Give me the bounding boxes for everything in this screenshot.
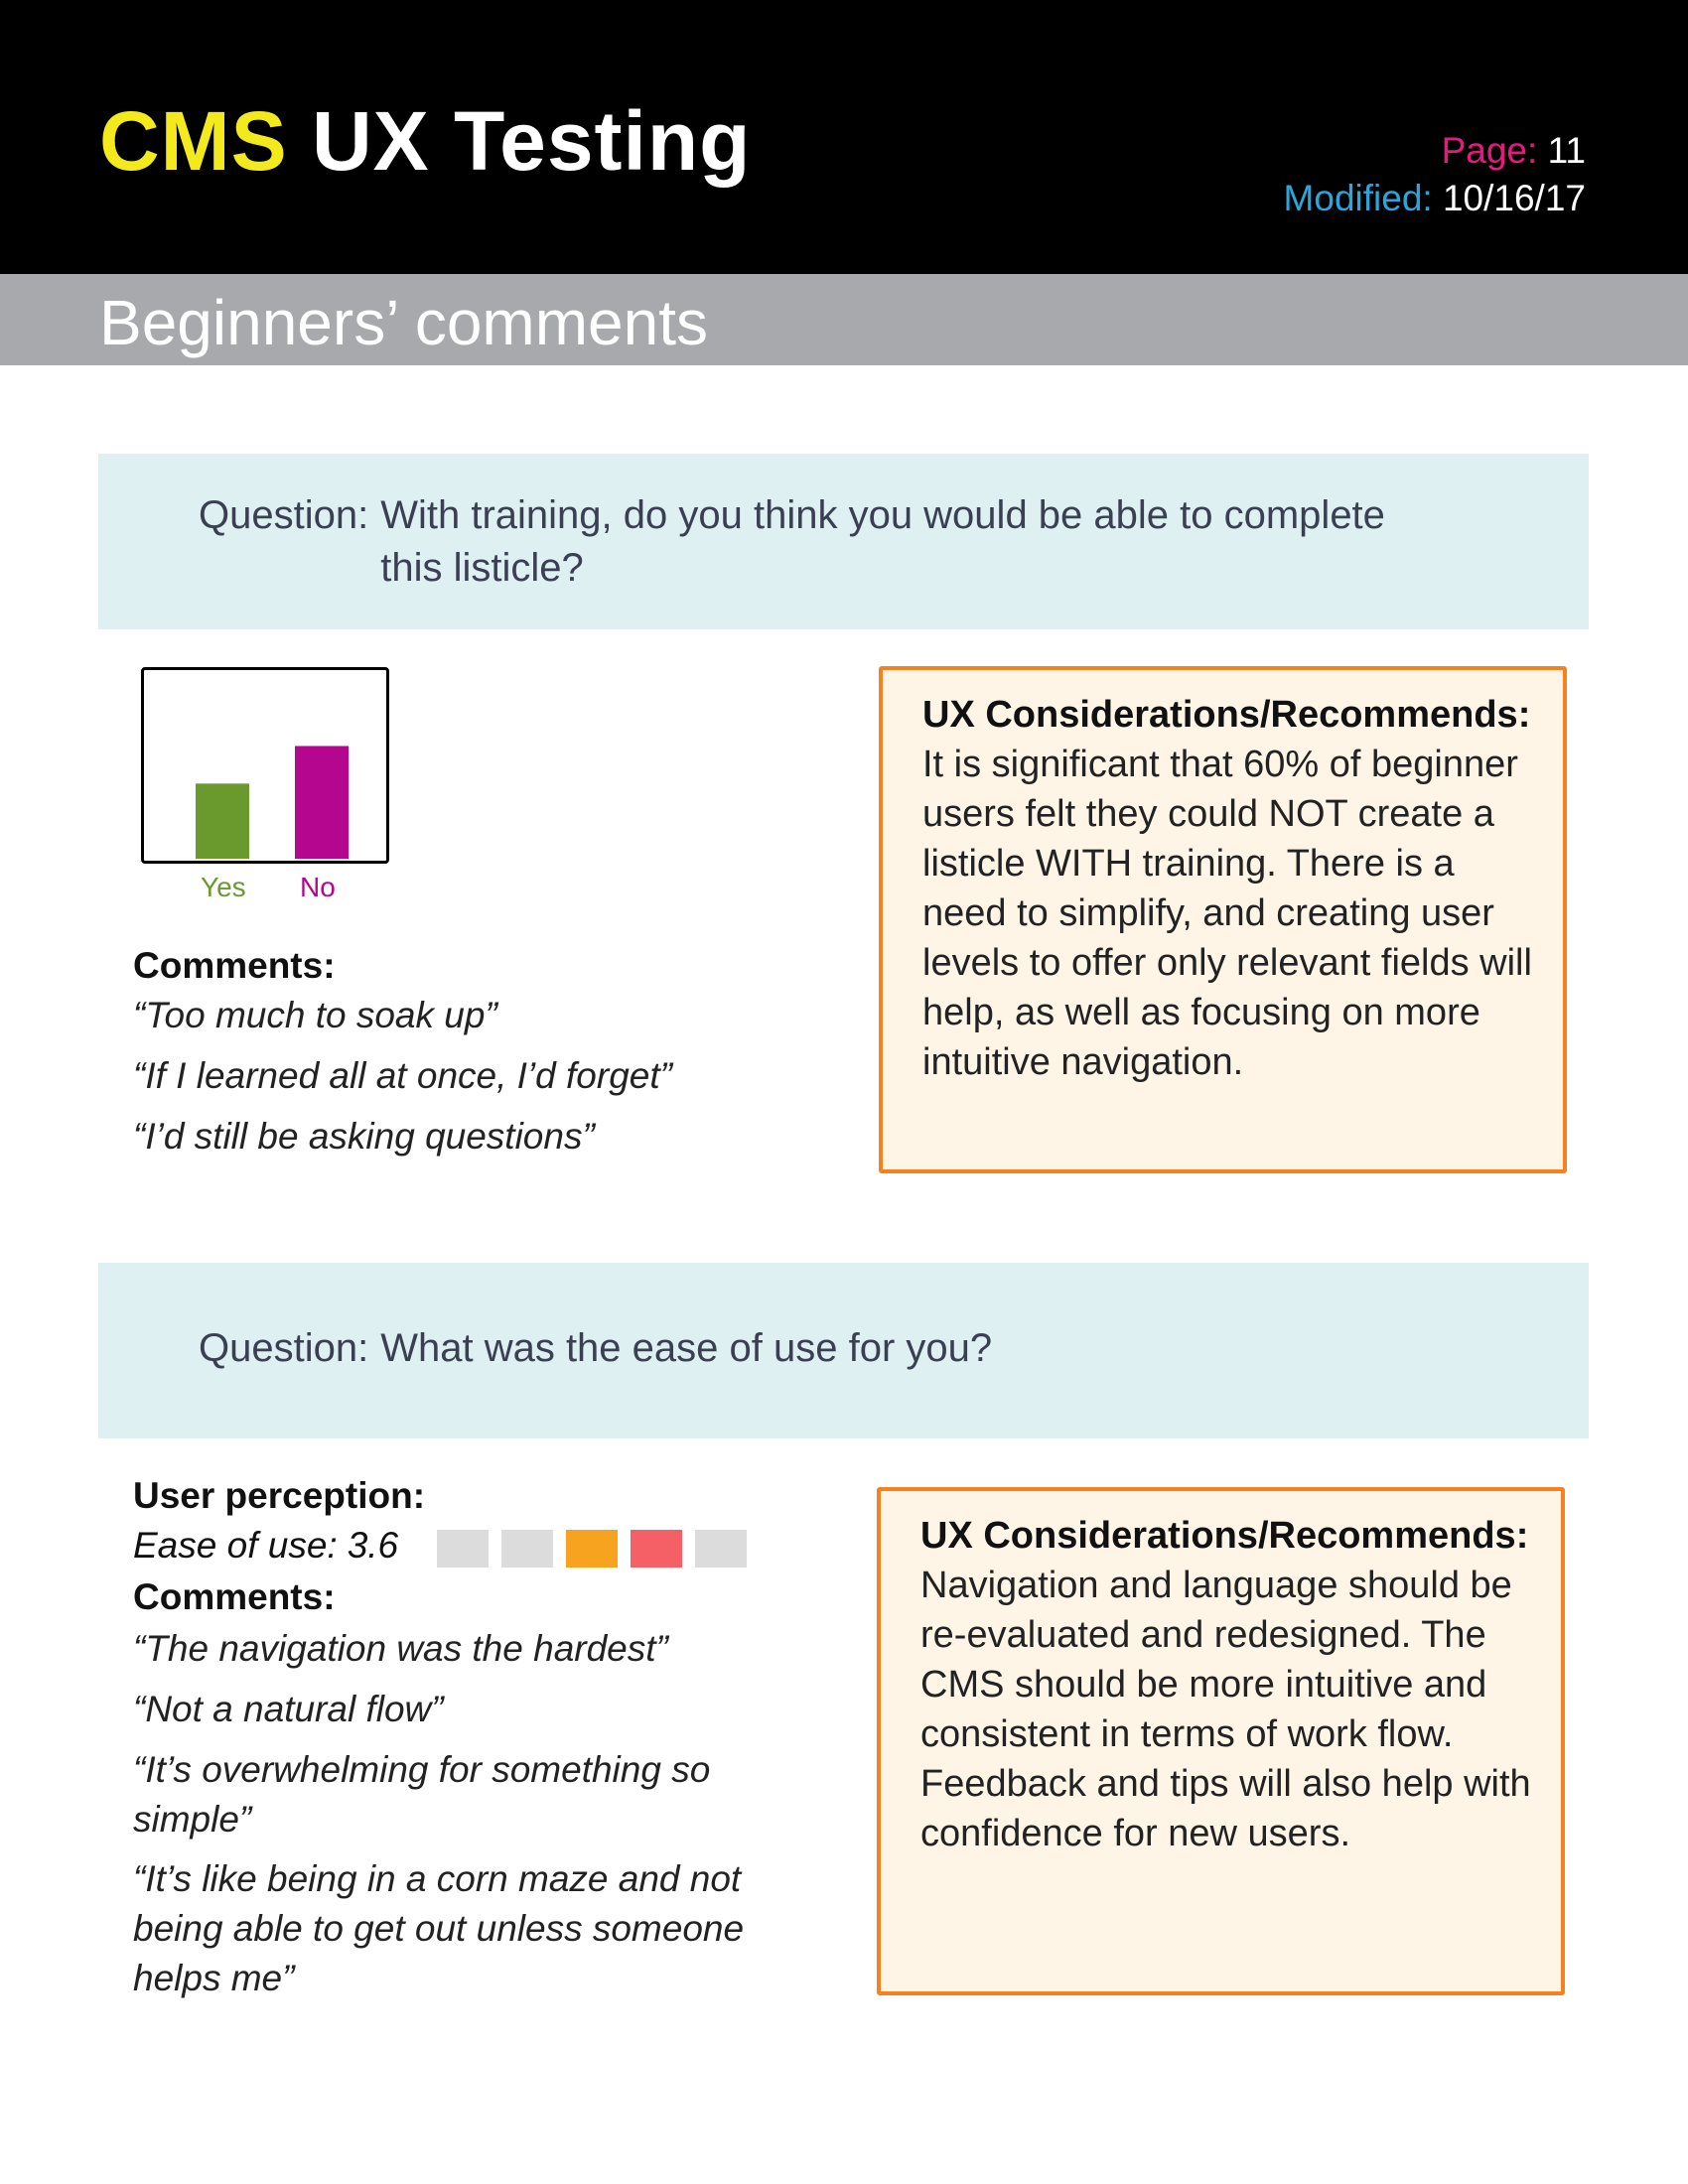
comments-heading-2: Comments: bbox=[133, 1576, 336, 1617]
modified-label: Modified: bbox=[1283, 178, 1433, 218]
chart-xlabel-yes: Yes bbox=[201, 872, 246, 902]
bar-no bbox=[295, 746, 349, 859]
ease-of-use-value: 3.6 bbox=[347, 1525, 399, 1566]
comment-quote: “It’s overwhelming for something so simple” bbox=[133, 1749, 711, 1840]
rating-square bbox=[695, 1530, 747, 1568]
recommendations-text-1: It is significant that 60% of beginner users felt they could NOT create a listicle WITH training. There is a need to simplify, and creating user levels to offer only relevant fields will help, as well as focusing on more intuitive navigation. bbox=[922, 744, 1532, 1083]
yes-no-chart-svg bbox=[144, 670, 386, 861]
recommendations-title-1: UX Considerations/Recommends: bbox=[922, 694, 1531, 736]
question-1-label: Question: bbox=[199, 493, 369, 537]
comment-quote: “If I learned all at once, I’d forget” bbox=[133, 1055, 672, 1096]
ease-of-use-row bbox=[133, 1525, 398, 1567]
rating-square bbox=[566, 1530, 618, 1568]
title-rest: UX Testing bbox=[312, 94, 752, 188]
recommendations-box-1 bbox=[879, 666, 1567, 1173]
yes-no-chart bbox=[141, 667, 389, 864]
section-banner bbox=[0, 274, 1688, 365]
question-2-label: Question: bbox=[199, 1326, 369, 1370]
title-accent: CMS bbox=[99, 94, 288, 188]
question-1-text: With training, do you think you would be able to complete this listicle? bbox=[380, 493, 1385, 590]
comment-quote: “It’s like being in a corn maze and not being able to get out unless someone helps me” bbox=[133, 1858, 745, 1998]
page-header bbox=[0, 0, 1688, 274]
recommendations-title-2: UX Considerations/Recommends: bbox=[920, 1515, 1529, 1557]
page-number-label: Page: bbox=[1441, 130, 1538, 171]
page-meta bbox=[1284, 127, 1586, 222]
comment-quote: “I’d still be asking questions” bbox=[133, 1116, 595, 1157]
page-title bbox=[99, 94, 752, 188]
section-title: Beginners’ comments bbox=[99, 287, 708, 358]
rating-square bbox=[437, 1530, 489, 1568]
question-2 bbox=[199, 1322, 1433, 1375]
comment-quote: “Not a natural flow” bbox=[133, 1689, 444, 1729]
recommendations-text-2: Navigation and language should be re-evaluated and redesigned. The CMS should be more intuitive and consistent in terms of work flow. Feedback and tips will also help with confidence for new users. bbox=[920, 1565, 1531, 1854]
rating-square bbox=[631, 1530, 682, 1568]
chart-xlabel-no: No bbox=[300, 872, 336, 902]
question-2-text: What was the ease of use for you? bbox=[380, 1326, 993, 1370]
bar-yes bbox=[196, 783, 249, 859]
modified-date: 10/16/17 bbox=[1442, 178, 1586, 218]
comment-quote: “The navigation was the hardest” bbox=[133, 1628, 668, 1669]
question-1 bbox=[199, 489, 1433, 595]
recommendations-box-2 bbox=[877, 1487, 1565, 1995]
question-box-2 bbox=[98, 1263, 1589, 1438]
comments-heading-1: Comments: bbox=[133, 945, 336, 986]
question-box-1 bbox=[98, 454, 1589, 629]
rating-square bbox=[501, 1530, 553, 1568]
user-perception-heading: User perception: bbox=[133, 1475, 426, 1516]
page-number: 11 bbox=[1547, 130, 1586, 171]
comment-quote: “Too much to soak up” bbox=[133, 995, 497, 1035]
ease-of-use-label: Ease of use: bbox=[133, 1525, 338, 1566]
